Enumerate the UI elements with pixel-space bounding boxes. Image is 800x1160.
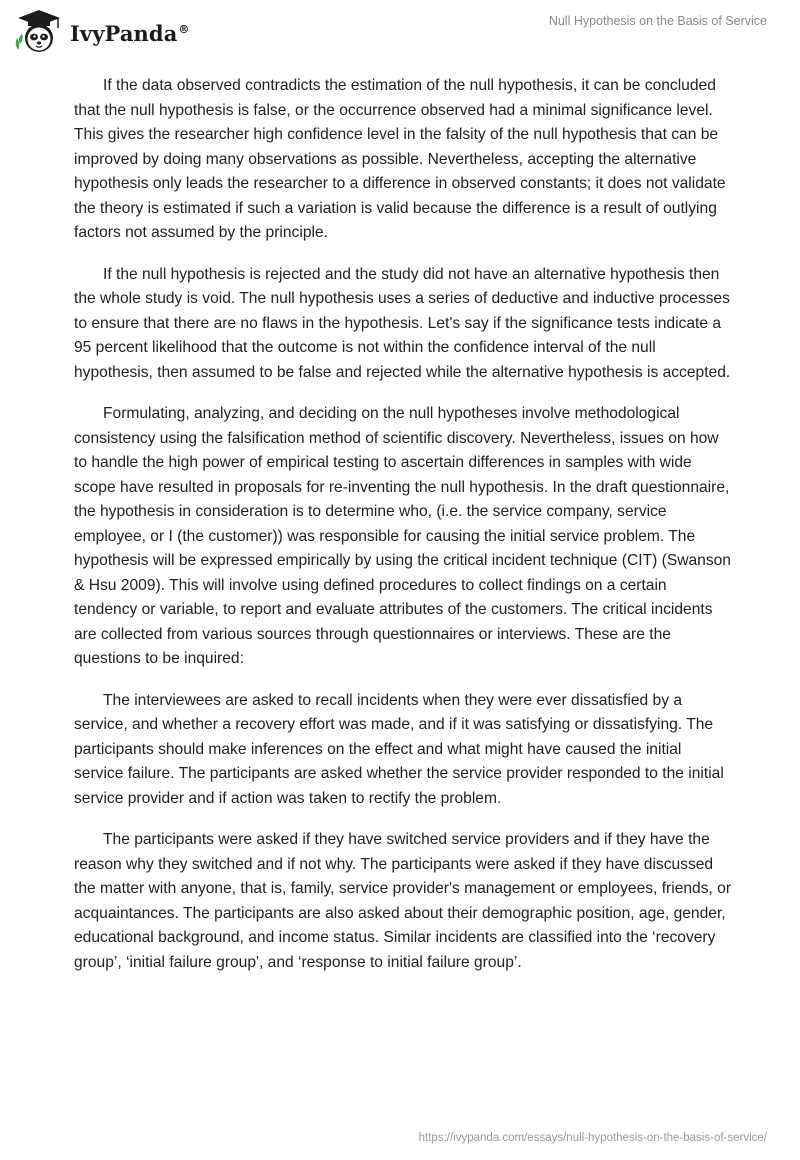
paragraph: If the null hypothesis is rejected and the study did not have an alternative hypothesis then the whole study is void. The null hypothesis uses a series of deductive and inductive processes to ensure that there are no flaws in the hypothesis. Let's say if the significance tests indicate a 95 percent likelihood that the outcome is not within the confidence interval of the null hypothesis, then assumed to be false and rejected while the alternative hypothesis is accepted. (74, 265, 731, 381)
source-url[interactable]: https://ivypanda.com/essays/null-hypothesis-on-the-basis-of-service/ (418, 1132, 767, 1144)
page-header (0, 0, 800, 60)
panda-graduate-icon (14, 8, 64, 54)
document-title: Null Hypothesis on the Basis of Service (548, 14, 767, 28)
paragraph: The interviewees are asked to recall incidents when they were ever dissatisfied by a service, and whether a recovery effort was made, and if it was satisfying or dissatisfying. The participants should make inferences on the effect and what might have caused the initial service failure. The participants are asked whether the service provider responded to the initial service provider and if action was taken to rectify the problem. (74, 691, 724, 807)
essay-body (74, 74, 734, 992)
brand-logo[interactable] (14, 8, 190, 54)
paragraph: Formulating, analyzing, and deciding on the null hypotheses involve methodological consistency using the falsification method of scientific discovery. Nevertheless, issues on how to handle the high power of empirical testing to ascertain differences in samples with wide scope have resulted in proposals for re-inventing the null hypothesis. In the draft questionnaire, the hypothesis in consideration is to determine who, (i.e. the service company, service employee, or I (the customer)) was responsible for causing the initial service problem. The hypothesis will be expressed empirically by using the critical incident technique (CIT) (Swanson & Hsu 2009). This will involve using defined procedures to collect findings on a certain tendency or variable, to report and evaluate attributes of the customers. The critical incidents are collected from various sources through questionnaires or interviews. These are the questions to be inquired: (74, 405, 731, 667)
brand-name: IvyPanda® (70, 20, 190, 46)
paragraph: If the data observed contradicts the estimation of the null hypothesis, it can be concluded that the null hypothesis is false, or the occurrence observed had a minimal significance level. This gives the researcher high confidence level in the falsity of the null hypothesis that can be improved by doing many observations as possible. Nevertheless, accepting the alternative hypothesis only leads the researcher to a difference in observed constants; it does not validate the theory is estimated if such a variation is valid because the difference is a result of outlying factors not assumed by the principle. (74, 77, 726, 241)
paragraph: The participants were asked if they have switched service providers and if they have the reason why they switched and if not why. The participants were asked if they have discussed the matter with anyone, that is, family, service provider's management or employees, friends, or acquaintances. The participants are also asked about their demographic position, age, gender, educational background, and income status. Similar incidents are classified into the ‘recovery group’, ‘initial failure group', and ‘response to initial failure group’. (74, 831, 732, 971)
